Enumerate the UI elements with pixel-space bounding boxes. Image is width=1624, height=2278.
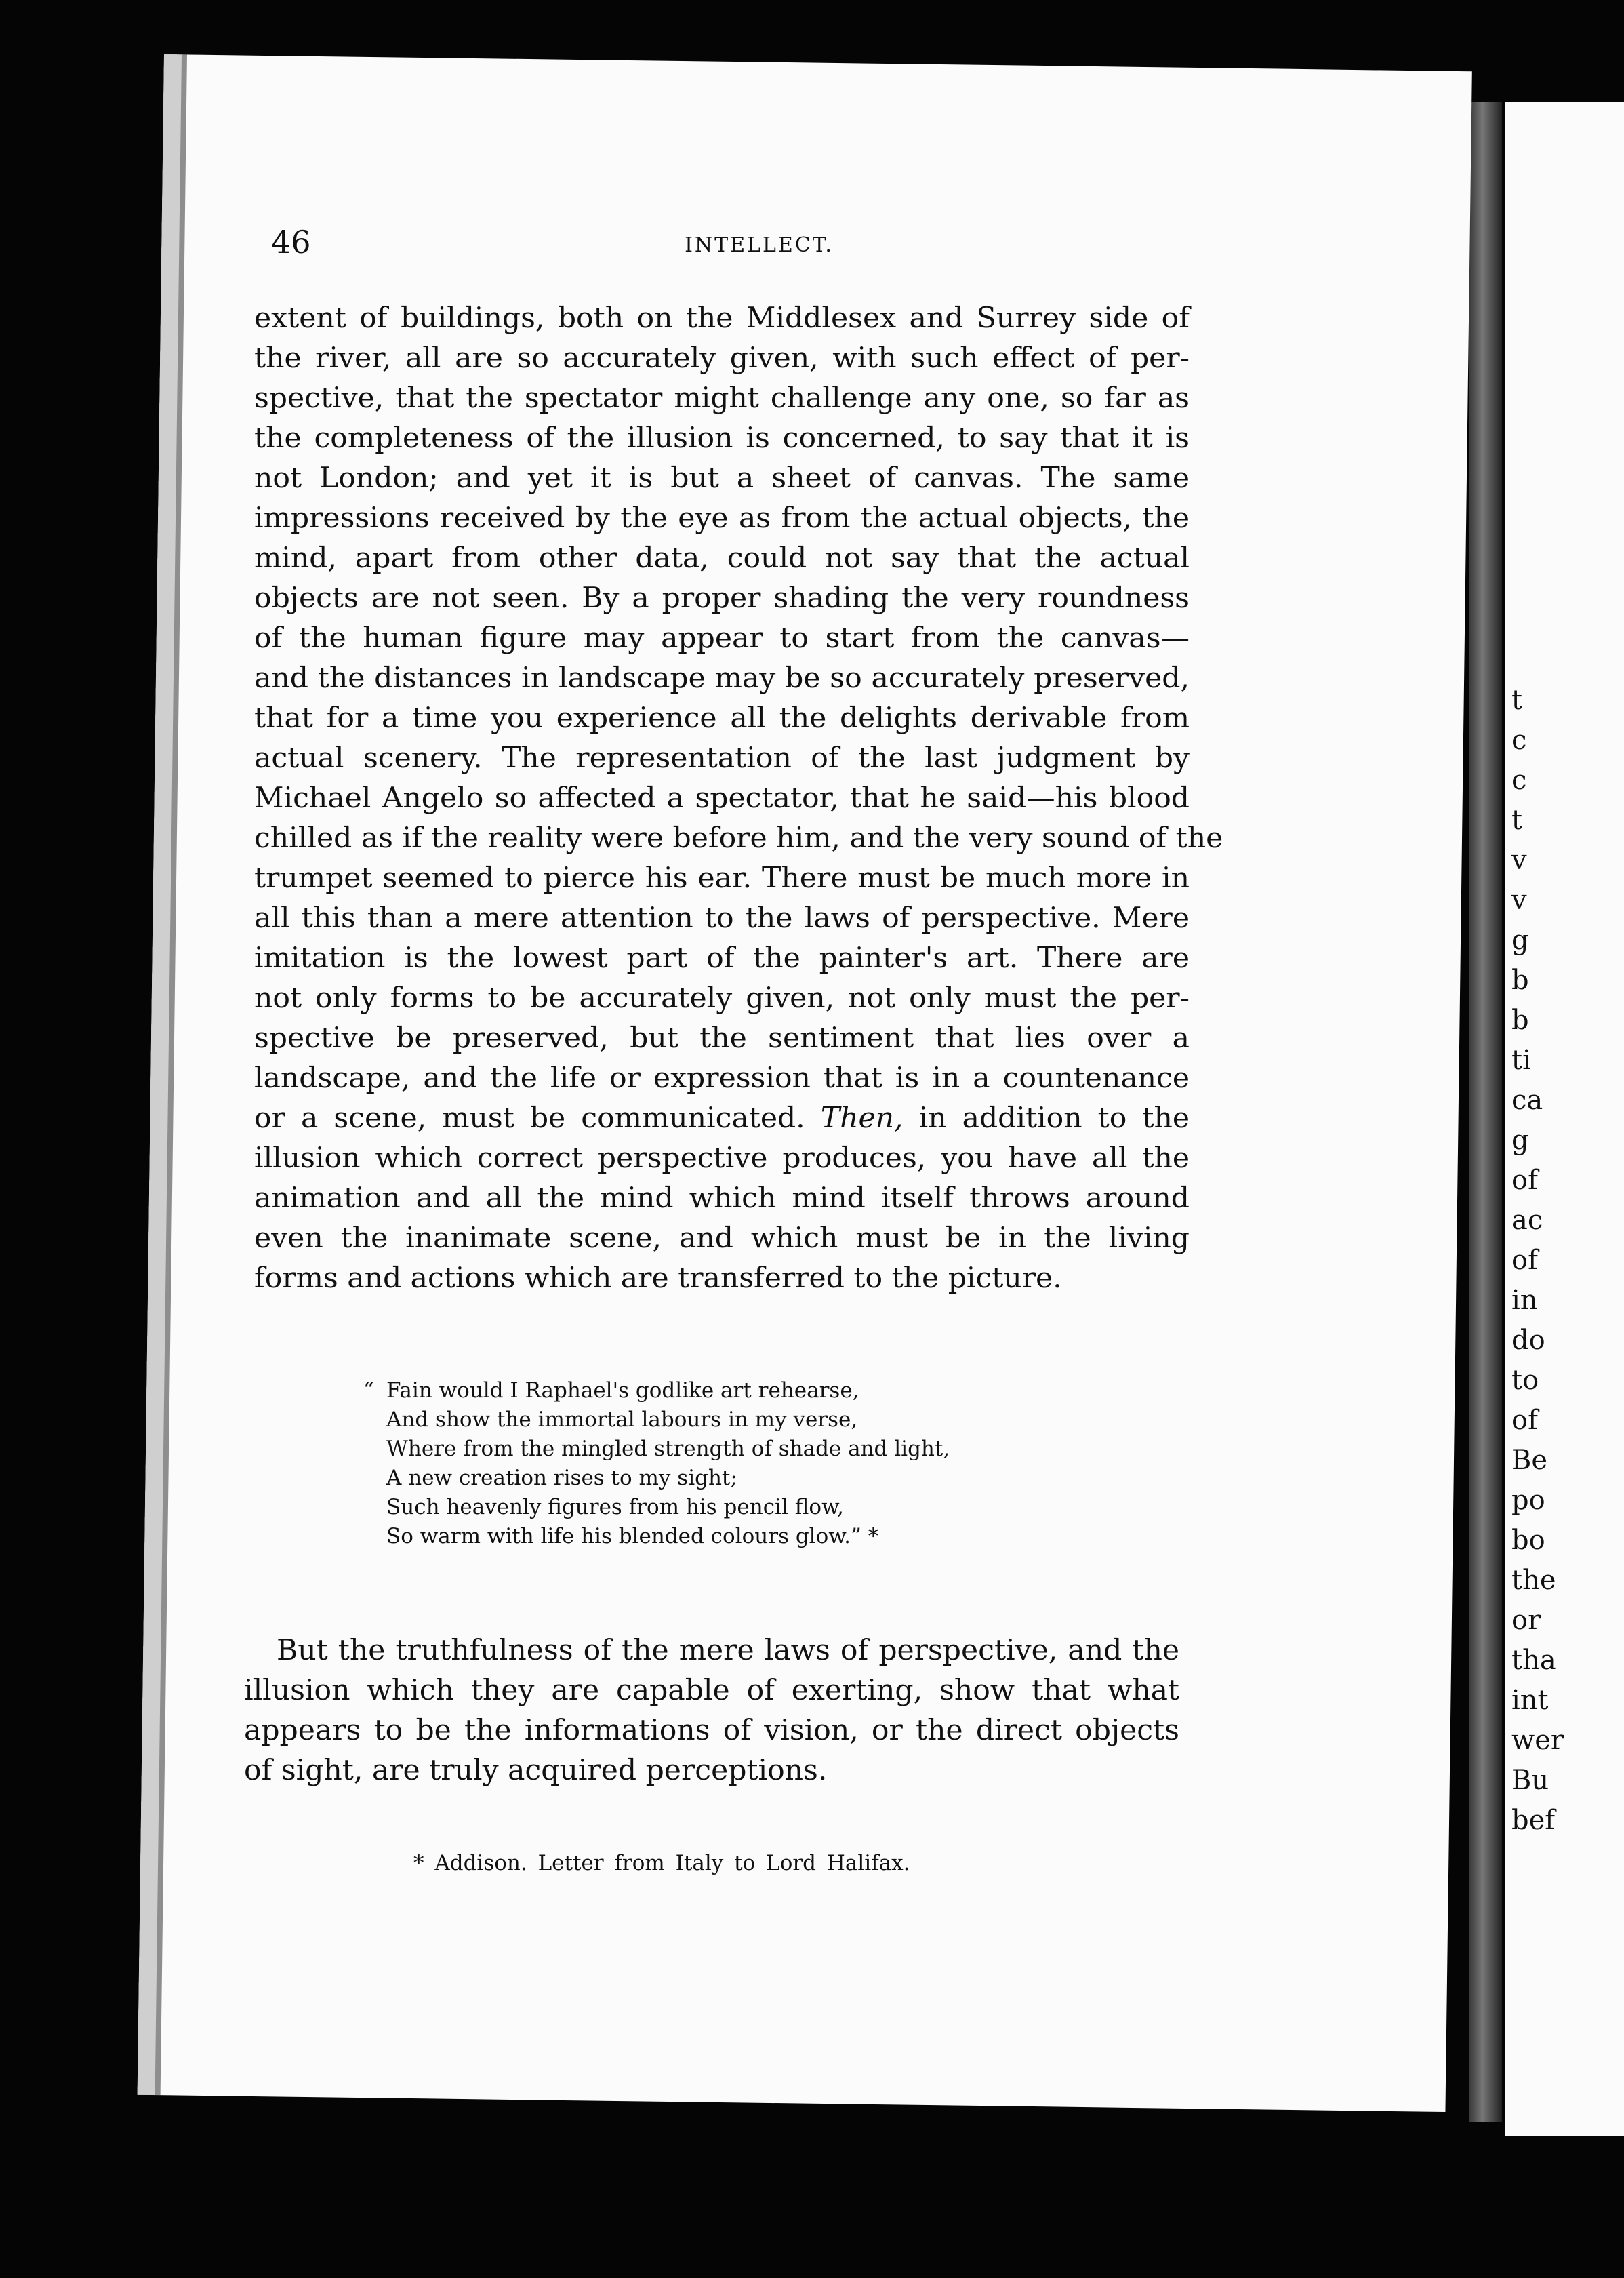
adjacent-page-fragment: c (1511, 765, 1527, 796)
body-line: mind, apart from other data, could not say that the actual (254, 542, 1190, 575)
body-line: objects are not seen. By a proper shading the very roundness (254, 582, 1190, 615)
body-line: even the inanimate scene, and which must be in the living (254, 1222, 1190, 1255)
adjacent-page (1505, 102, 1624, 2136)
body-line: appears to be the informations of vision, or the direct objects (244, 1714, 1179, 1747)
adjacent-page-fragment: g (1511, 1125, 1529, 1156)
adjacent-page-fragment: wer (1511, 1725, 1564, 1756)
adjacent-page-fragment: v (1511, 845, 1527, 876)
adjacent-page-fragment: t (1511, 805, 1523, 836)
verse-line: So warm with life his blended colours glow.” * (386, 1524, 879, 1548)
page-number: 46 (271, 224, 311, 260)
adjacent-page-fragment: do (1511, 1325, 1545, 1356)
adjacent-page-fragment: of (1511, 1405, 1538, 1436)
body-line: of sight, are truly acquired perceptions. (244, 1754, 828, 1787)
body-line-mixed (254, 1098, 1190, 1138)
body-line: illusion which correct perspective produces, you have all the (254, 1142, 1190, 1175)
body-line: But the truthfulness of the mere laws of perspective, and the (277, 1634, 1179, 1667)
italic-then: Then, (820, 1102, 904, 1135)
adjacent-page-fragment: or (1511, 1605, 1541, 1636)
body-line: impressions received by the eye as from the actual objects, the (254, 502, 1190, 535)
adjacent-page-fragment: ca (1511, 1085, 1543, 1116)
adjacent-page-fragment: ac (1511, 1205, 1543, 1236)
body-line: not London; and yet it is but a sheet of canvas. The same (254, 462, 1190, 495)
body-line: animation and all the mind which mind itself throws around (254, 1182, 1190, 1215)
running-head: INTELLECT. (685, 233, 834, 257)
adjacent-page-fragment: c (1511, 725, 1527, 756)
body-line: all this than a mere attention to the laws of perspective. Mere (254, 902, 1190, 935)
adjacent-page-fragment: in (1511, 1285, 1538, 1316)
body-line: the completeness of the illusion is concerned, to say that it is (254, 422, 1190, 455)
adjacent-page-fragment: t (1511, 685, 1523, 716)
adjacent-page-fragment: of (1511, 1165, 1538, 1196)
body-line: actual scenery. The representation of the last judgment by (254, 742, 1190, 775)
page-header (271, 224, 1247, 264)
body-line: spective be preserved, but the sentiment that lies over a (254, 1022, 1190, 1055)
body-line: forms and actions which are transferred to the picture. (254, 1262, 1062, 1295)
adjacent-page-fragment: b (1511, 1005, 1529, 1036)
verse-line: A new creation rises to my sight; (386, 1466, 737, 1490)
body-line: the river, all are so accurately given, with such effect of per- (254, 342, 1190, 375)
adjacent-page-fragment: bef (1511, 1805, 1556, 1836)
adjacent-page-fragment: Be (1511, 1445, 1548, 1476)
body-line-start: or a scene, must be communicated. (254, 1102, 805, 1135)
body-line: landscape, and the life or expression that is in a countenance (254, 1062, 1190, 1095)
adjacent-page-fragment: the (1511, 1565, 1556, 1596)
adjacent-page-fragment: to (1511, 1365, 1539, 1396)
body-line: extent of buildings, both on the Middlesex and Surrey side of (254, 302, 1190, 335)
adjacent-page-fragment: int (1511, 1685, 1549, 1716)
adjacent-page-fragment: of (1511, 1245, 1538, 1276)
body-line: Michael Angelo so affected a spectator, that he said—his blood (254, 782, 1190, 815)
adjacent-page-fragment: po (1511, 1485, 1545, 1516)
verse-quotation (363, 1376, 950, 1551)
verse-line: Where from the mingled strength of shade and light, (386, 1437, 950, 1461)
body-line: spective, that the spectator might challenge any one, so far as (254, 382, 1190, 415)
body-paragraph (254, 298, 1223, 1298)
adjacent-page-fragment: g (1511, 925, 1529, 956)
adjacent-page-fragment: v (1511, 885, 1527, 916)
adjacent-page-fragment: tha (1511, 1645, 1556, 1676)
body-line-tail: in addition to the (903, 1102, 1190, 1135)
open-quote-mark: “ (363, 1378, 374, 1403)
page-edge (1469, 102, 1502, 2122)
body-line: trumpet seemed to pierce his ear. There must be much more in (254, 862, 1190, 895)
verse-line: Such heavenly figures from his pencil flow, (386, 1495, 844, 1519)
body-line: imitation is the lowest part of the painter's art. There are (254, 942, 1190, 975)
body-line: of the human figure may appear to start from the canvas— (254, 622, 1190, 655)
adjacent-page-fragment: b (1511, 965, 1529, 996)
body-line: chilled as if the reality were before him, and the very sound of the (254, 822, 1223, 855)
footnote: * Addison. Letter from Italy to Lord Halifax. (413, 1851, 910, 1875)
body-line: that for a time you experience all the delights derivable from (254, 702, 1190, 735)
adjacent-page-fragment: Bu (1511, 1765, 1549, 1796)
adjacent-page-fragment: ti (1511, 1045, 1531, 1076)
verse-line: Fain would I Raphael's godlike art rehearse, (386, 1378, 859, 1403)
body-line: not only forms to be accurately given, not only must the per- (254, 982, 1190, 1015)
verse-line: And show the immortal labours in my verse, (386, 1407, 858, 1432)
adjacent-page-fragment: bo (1511, 1525, 1545, 1556)
second-paragraph (244, 1631, 1179, 1791)
body-line: illusion which they are capable of exerting, show that what (244, 1674, 1179, 1707)
body-line: and the distances in landscape may be so accurately preserved, (254, 662, 1190, 695)
